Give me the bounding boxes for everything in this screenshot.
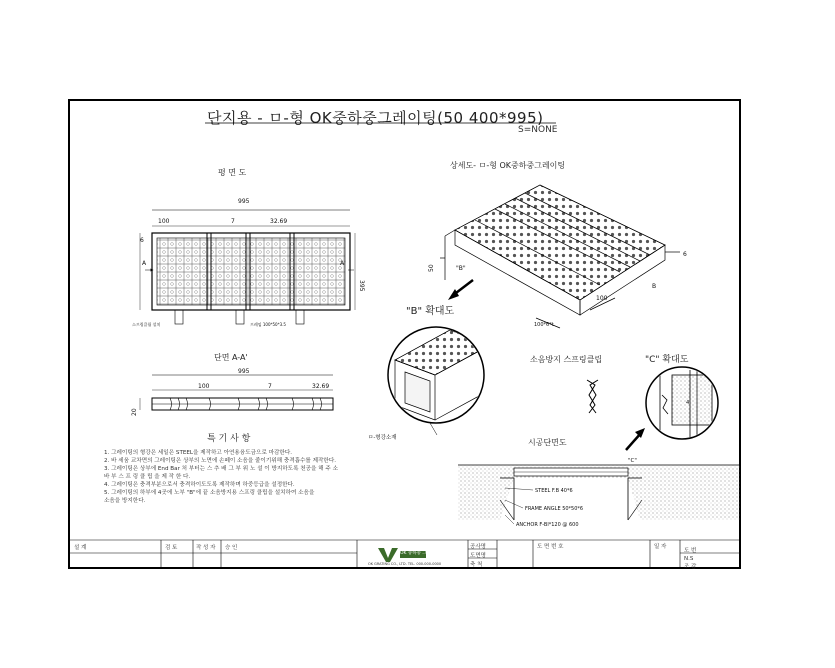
b-label: B bbox=[652, 283, 657, 290]
dim-100-plan: 100 bbox=[158, 218, 170, 225]
c-detail-title: "C" 확대도 bbox=[645, 355, 689, 365]
dim-995-section: 995 bbox=[238, 368, 250, 375]
remark-line: 2. 바 세움 교차면의 그레이팅은 상부의 노면에 손떼이 소음을 줄이기위해 충격흡수를 제작한다. bbox=[104, 458, 337, 464]
dim-50-iso: 50 bbox=[428, 264, 435, 272]
remark-line: 1. 그레이팅의 형강은 세일은 STEEL을 제작하고 아연용융도금으로 마감한다. bbox=[104, 450, 293, 456]
frame-angle-label: FRAME ANGLE 50*50*6 bbox=[525, 506, 584, 512]
remark-line: 4. 그레이팅은 충격부분으로서 충격하이도도록 제작하며 하중등급을 설정한다. bbox=[104, 482, 295, 488]
tb-company: OK 중하중 그레이팅 bbox=[400, 551, 440, 556]
plan-note-2: 프레임 100*50*3.5 bbox=[250, 322, 286, 327]
tb-review: 검 토 bbox=[165, 545, 178, 551]
plan-note-1: 스프링클립 설치 bbox=[132, 322, 161, 327]
tb-view: 조 감 bbox=[684, 564, 697, 570]
b-detail-title: "B" 확대도 bbox=[406, 306, 455, 317]
tb-drawing-no: 도 면 번 호 bbox=[537, 544, 564, 550]
tb-date: 일 자 bbox=[654, 544, 667, 550]
anchor-label: ANCHOR F-Bl*120 @ 600 bbox=[516, 522, 579, 528]
remark-line: 소음을 방지한다. bbox=[104, 498, 146, 504]
b-detail-circle bbox=[388, 327, 490, 423]
tb-author: 작 성 자 bbox=[196, 545, 216, 551]
dim-100x6: 100*6*t bbox=[534, 322, 554, 328]
remarks-title: 특 기 사 항 bbox=[207, 434, 251, 444]
drawing-title: 단지용 - ㅁ-형 OK중하중그레이팅(50 400*995) bbox=[207, 109, 544, 127]
tb-company-sub: OK GRATING CO., LTD. TEL. 000-000-0000 bbox=[368, 562, 442, 566]
c-marker: "C" bbox=[628, 458, 637, 464]
b-material-label: ㅁ-형강소재 bbox=[368, 435, 397, 441]
section-title: 단면 A-A' bbox=[214, 353, 248, 362]
isometric-detail bbox=[440, 185, 680, 328]
clip-title: 소음방지 스프링클립 bbox=[530, 355, 603, 364]
dim-20-section: 20 bbox=[131, 408, 138, 416]
tb-design: 설 계 bbox=[74, 545, 87, 551]
tb-ns: N.S bbox=[684, 556, 694, 562]
a-marker-right: A' bbox=[340, 260, 346, 267]
tb-approve: 승 인 bbox=[225, 545, 238, 551]
remark-line: 5. 그레이팅의 하부에 4곳에 노부 "B"에 끝 소음방지용 스프링 클립을 설치하여 소음을 bbox=[104, 490, 315, 496]
plan-view bbox=[140, 210, 355, 324]
b-marker: "B" bbox=[456, 265, 466, 272]
tb-drawing-name: 도면명 bbox=[470, 553, 486, 559]
dim-32-plan: 32.69 bbox=[270, 218, 288, 225]
dim-100-iso: 100 bbox=[596, 295, 608, 302]
tb-project: 공사명 bbox=[470, 544, 486, 550]
section-view bbox=[140, 375, 333, 410]
remark-line: 3. 그레이팅은 상부에 End Bar 처 부터는 스 추 배 그 부 위 노 설 이 방지하도록 천공을 해 주 소 bbox=[104, 466, 339, 472]
tb-scale: 축 척 bbox=[470, 562, 483, 568]
tb-sheet: 도 번 bbox=[684, 548, 697, 554]
remark-line: 바 부 스 프 링 클 립 을 제 작 한 다. bbox=[104, 474, 191, 480]
dim-7-section: 7 bbox=[268, 383, 272, 390]
plan-title: 평 면 도 bbox=[218, 168, 247, 177]
c-dim: 4 bbox=[686, 400, 690, 406]
steel-plate-label: STEEL F.B 40*6 bbox=[535, 488, 573, 494]
dim-6-plan: 6 bbox=[140, 237, 144, 244]
scale-label: S=NONE bbox=[518, 125, 558, 135]
dim-100-section: 100 bbox=[198, 383, 210, 390]
a-marker-left: A bbox=[142, 260, 147, 267]
dim-995-plan: 995 bbox=[238, 198, 250, 205]
c-detail-circle bbox=[646, 367, 718, 440]
detail-title: 상세도- ㅁ-형 OK중하중그레이팅 bbox=[450, 161, 566, 170]
dim-395: 395 bbox=[358, 280, 365, 292]
spring-clip bbox=[587, 380, 598, 413]
dim-32-section: 32.69 bbox=[312, 383, 330, 390]
dim-6-iso: 6 bbox=[683, 251, 687, 258]
construction-title: 시공단면도 bbox=[528, 438, 567, 447]
construction-section bbox=[458, 465, 740, 520]
dim-7-plan: 7 bbox=[231, 218, 235, 225]
